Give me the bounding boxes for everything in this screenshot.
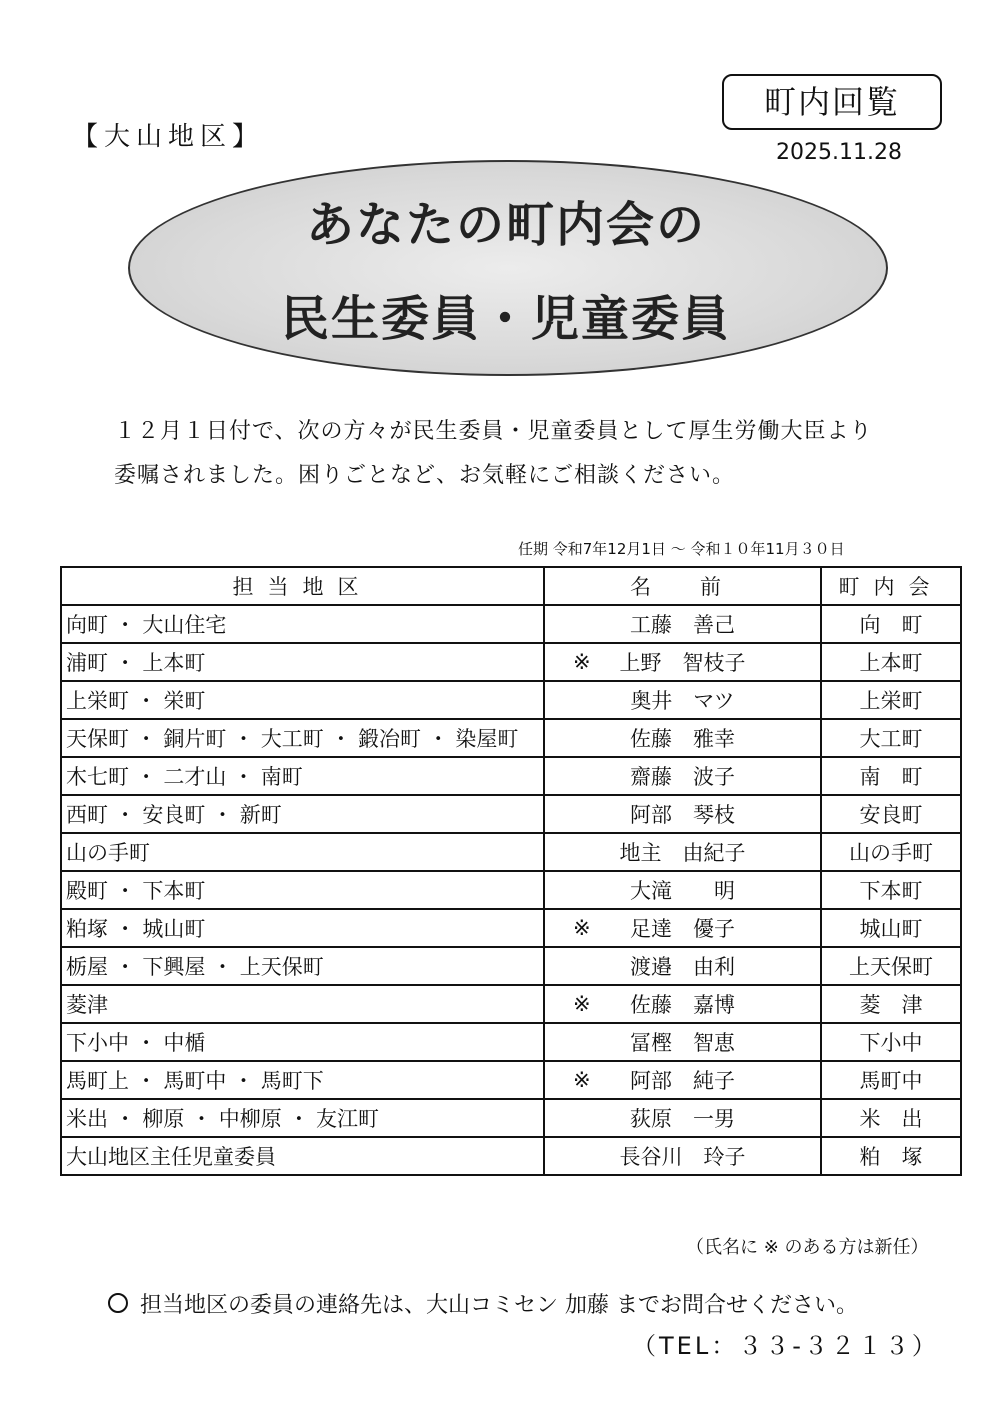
table-row xyxy=(61,985,961,1023)
association-cell: 粕 塚 xyxy=(821,1137,961,1175)
new-appointee-note: （氏名に ※ のある方は新任） xyxy=(686,1237,929,1258)
member-name: 荻原 一男 xyxy=(630,1107,735,1131)
member-name: 地主 由紀子 xyxy=(619,841,746,865)
table-row xyxy=(61,643,961,681)
association-cell: 下本町 xyxy=(821,871,961,909)
committee-table xyxy=(60,566,962,1176)
table-header-row xyxy=(61,567,961,605)
telephone-number: （TEL：３３-３２１３） xyxy=(632,1332,939,1360)
table-row xyxy=(61,871,961,909)
member-name: 奥井 マツ xyxy=(630,689,735,713)
table-row xyxy=(61,1099,961,1137)
name-cell xyxy=(544,1137,821,1175)
table-row xyxy=(61,757,961,795)
new-appointee-mark: ※ xyxy=(573,992,591,1016)
document-date: 2025.11.28 xyxy=(776,140,902,165)
header-area: 担当地区 xyxy=(61,567,544,605)
header-name: 名 前 xyxy=(544,567,821,605)
association-cell: 馬町中 xyxy=(821,1061,961,1099)
name-cell xyxy=(544,985,821,1023)
table-row xyxy=(61,833,961,871)
member-name: 上野 智枝子 xyxy=(619,651,746,675)
association-cell: 大工町 xyxy=(821,719,961,757)
area-cell: 菱津 xyxy=(61,985,544,1023)
association-cell: 南 町 xyxy=(821,757,961,795)
member-name: 長谷川 玲子 xyxy=(619,1145,746,1169)
area-cell: 大山地区主任児童委員 xyxy=(61,1137,544,1175)
term-of-office: 任期 令和7年12月1日 ～ 令和１０年11月３０日 xyxy=(518,540,845,558)
title-line-1: あなたの町内会の xyxy=(305,197,706,253)
name-cell xyxy=(544,909,821,947)
contact-text: 担当地区の委員の連絡先は、大山コミセン 加藤 までお問合せください。 xyxy=(140,1293,858,1318)
name-cell xyxy=(544,643,821,681)
table-row xyxy=(61,1061,961,1099)
table-row xyxy=(61,719,961,757)
association-cell: 山の手町 xyxy=(821,833,961,871)
association-cell: 城山町 xyxy=(821,909,961,947)
area-cell: 浦町 ・ 上本町 xyxy=(61,643,544,681)
member-name: 冨樫 智恵 xyxy=(630,1031,735,1055)
table-row xyxy=(61,1137,961,1175)
area-cell: 向町 ・ 大山住宅 xyxy=(61,605,544,643)
circulation-label: 町内回覧 xyxy=(722,74,942,130)
contact-info xyxy=(108,1288,858,1319)
area-cell: 西町 ・ 安良町 ・ 新町 xyxy=(61,795,544,833)
association-cell: 菱 津 xyxy=(821,985,961,1023)
new-appointee-mark: ※ xyxy=(573,650,591,674)
table-row xyxy=(61,795,961,833)
new-appointee-mark: ※ xyxy=(573,916,591,940)
table-row xyxy=(61,909,961,947)
area-cell: 山の手町 xyxy=(61,833,544,871)
new-appointee-mark: ※ xyxy=(573,1068,591,1092)
member-name: 齋藤 波子 xyxy=(630,765,735,789)
intro-line-1: １２月１日付で、次の方々が民生委員・児童委員として厚生労働大臣より xyxy=(114,419,873,444)
member-name: 佐藤 嘉博 xyxy=(630,993,735,1017)
name-cell xyxy=(544,681,821,719)
member-name: 阿部 琴枝 xyxy=(630,803,735,827)
table-row xyxy=(61,1023,961,1061)
member-name: 阿部 純子 xyxy=(630,1069,735,1093)
title-line-2: 民生委員・児童委員 xyxy=(280,291,731,347)
area-cell: 木七町 ・ 二才山 ・ 南町 xyxy=(61,757,544,795)
association-cell: 米 出 xyxy=(821,1099,961,1137)
area-cell: 米出 ・ 柳原 ・ 中柳原 ・ 友江町 xyxy=(61,1099,544,1137)
member-name: 佐藤 雅幸 xyxy=(630,727,735,751)
association-cell: 安良町 xyxy=(821,795,961,833)
intro-line-2: 委嘱されました。困りごとなど、お気軽にご相談ください。 xyxy=(114,463,736,488)
member-name: 大滝 明 xyxy=(630,879,735,903)
area-cell: 粕塚 ・ 城山町 xyxy=(61,909,544,947)
member-name: 足達 優子 xyxy=(630,917,735,941)
area-cell: 馬町上 ・ 馬町中 ・ 馬町下 xyxy=(61,1061,544,1099)
name-cell xyxy=(544,757,821,795)
name-cell xyxy=(544,833,821,871)
name-cell xyxy=(544,1099,821,1137)
area-cell: 下小中 ・ 中楯 xyxy=(61,1023,544,1061)
table-row xyxy=(61,605,961,643)
area-cell: 天保町 ・ 銅片町 ・ 大工町 ・ 鍛冶町 ・ 染屋町 xyxy=(61,719,544,757)
association-cell: 向 町 xyxy=(821,605,961,643)
name-cell xyxy=(544,947,821,985)
association-cell: 下小中 xyxy=(821,1023,961,1061)
header-association: 町内会 xyxy=(821,567,961,605)
name-cell xyxy=(544,605,821,643)
area-cell: 上栄町 ・ 栄町 xyxy=(61,681,544,719)
district-tag: 【大山地区】 xyxy=(72,122,265,152)
association-cell: 上天保町 xyxy=(821,947,961,985)
member-name: 工藤 善己 xyxy=(630,613,735,637)
name-cell xyxy=(544,1061,821,1099)
name-cell xyxy=(544,719,821,757)
area-cell: 殿町 ・ 下本町 xyxy=(61,871,544,909)
table-row xyxy=(61,681,961,719)
name-cell xyxy=(544,1023,821,1061)
association-cell: 上栄町 xyxy=(821,681,961,719)
member-name: 渡邉 由利 xyxy=(630,955,735,979)
name-cell xyxy=(544,871,821,909)
name-cell xyxy=(544,795,821,833)
circle-bullet-icon xyxy=(108,1293,128,1313)
association-cell: 上本町 xyxy=(821,643,961,681)
area-cell: 栃屋 ・ 下興屋 ・ 上天保町 xyxy=(61,947,544,985)
table-body xyxy=(61,605,961,1175)
table-row xyxy=(61,947,961,985)
